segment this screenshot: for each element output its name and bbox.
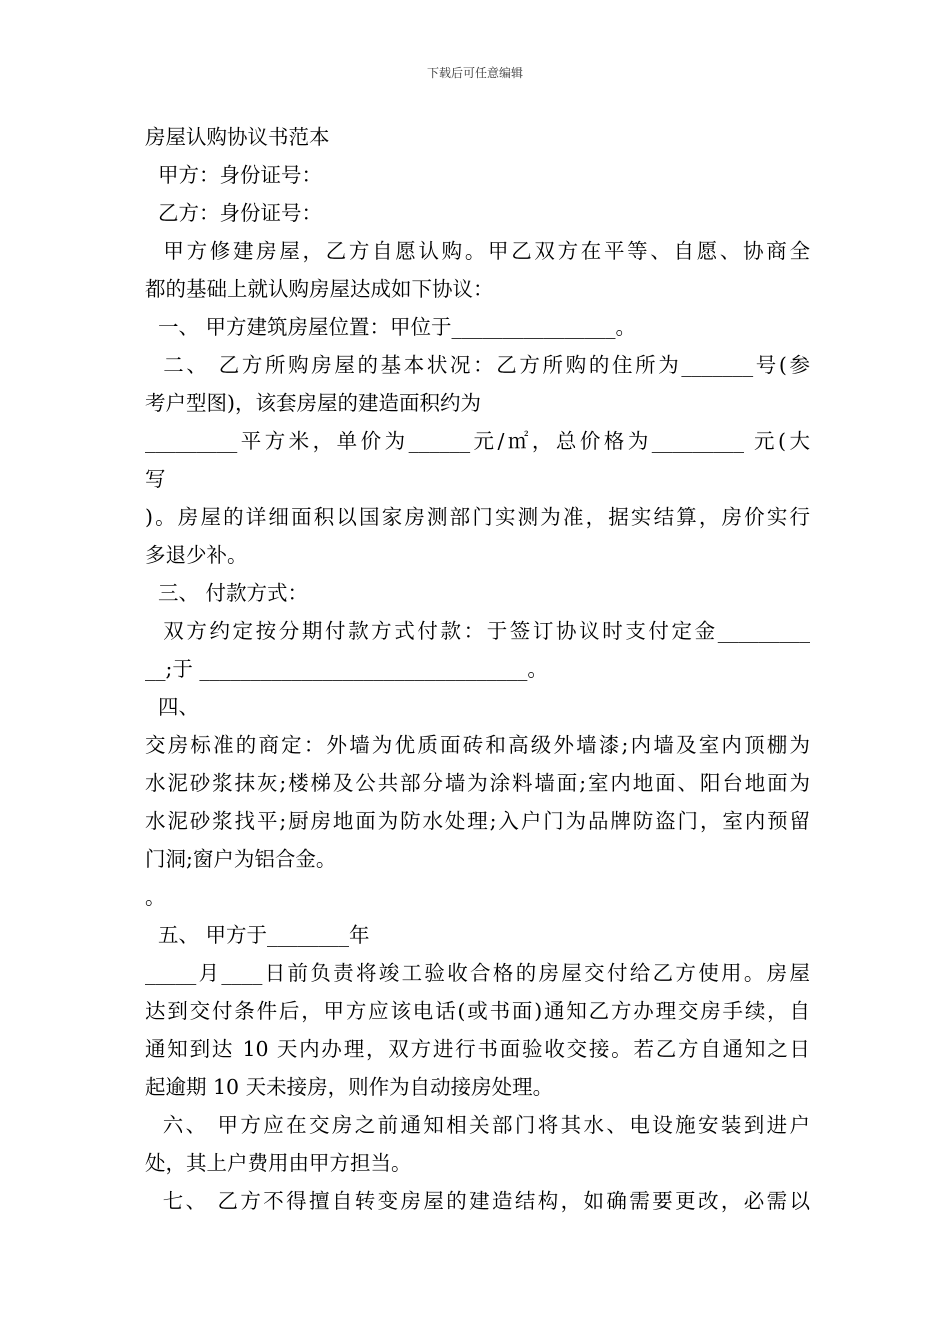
text-line: 处，其上户费用由甲方担当。 xyxy=(145,1151,412,1175)
text-line: __;于 ________________________________。 xyxy=(145,657,548,681)
text-line: 都的基础上就认购房屋达成如下协议： xyxy=(145,277,494,301)
party-b-line: 乙方：身份证号： xyxy=(145,201,323,225)
text-line: 起逾期 10 天未接房，则作为自动接房处理。 xyxy=(145,1075,554,1099)
clause-5-line: 五、 甲方于________年 xyxy=(145,923,370,947)
page-header-note: 下载后可任意编辑 xyxy=(426,66,523,80)
clause-6-line: 六、 甲方应在交房之前通知相关部门将其水、电设施安装到进户 xyxy=(145,1113,810,1137)
text-line: 达到交付条件后，甲方应该电话(或书面)通知乙方办理交房手续，自 xyxy=(145,999,810,1023)
clause-3-line: 三、 付款方式： xyxy=(145,581,309,605)
text-line: 写 xyxy=(145,467,166,491)
text-line: 门洞;窗户为铝合金。 xyxy=(145,847,337,871)
party-a-line: 甲方：身份证号： xyxy=(145,163,323,187)
clause-7-line: 七、 乙方不得擅自转变房屋的建造结构，如确需要更改，必需以 xyxy=(145,1189,810,1213)
text-line: 水泥砂浆抹灰;楼梯及公共部分墙为涂料墙面;室内地面、阳台地面为 xyxy=(145,771,810,795)
clause-4-line: 四、 xyxy=(145,695,200,719)
text-line: 通知到达 10 天内办理，双方进行书面验收交接。若乙方自通知之日 xyxy=(145,1037,810,1061)
text-line: 甲方修建房屋，乙方自愿认购。甲乙双方在平等、自愿、协商全 xyxy=(145,239,810,263)
text-line: 双方约定按分期付款方式付款：于签订协议时支付定金_________ xyxy=(145,619,810,643)
text-line: _________平方米，单价为______元/㎡，总价格为_________ 元(大 xyxy=(145,429,810,453)
text-line: 考户型图)，该套房屋的建造面积约为 xyxy=(145,391,481,415)
clause-2-line: 二、 乙方所购房屋的基本状况：乙方所购的住所为_______号(参 xyxy=(145,353,810,377)
text-line: 。 xyxy=(145,885,166,909)
text-line: 水泥砂浆找平;厨房地面为防水处理;入户门为品牌防盗门，室内预留 xyxy=(145,809,810,833)
document-title: 房屋认购协议书范本 xyxy=(145,125,330,149)
text-line: )。房屋的详细面积以国家房测部门实测为准，据实结算，房价实行 xyxy=(145,505,810,529)
text-line: _____月____日前负责将竣工验收合格的房屋交付给乙方使用。房屋 xyxy=(145,961,810,985)
clause-1-line: 一、 甲方建筑房屋位置：甲位于________________。 xyxy=(145,315,637,339)
text-line: 交房标准的商定：外墙为优质面砖和高级外墙漆;内墙及室内顶棚为 xyxy=(145,733,810,757)
text-line: 多退少补。 xyxy=(145,543,248,567)
